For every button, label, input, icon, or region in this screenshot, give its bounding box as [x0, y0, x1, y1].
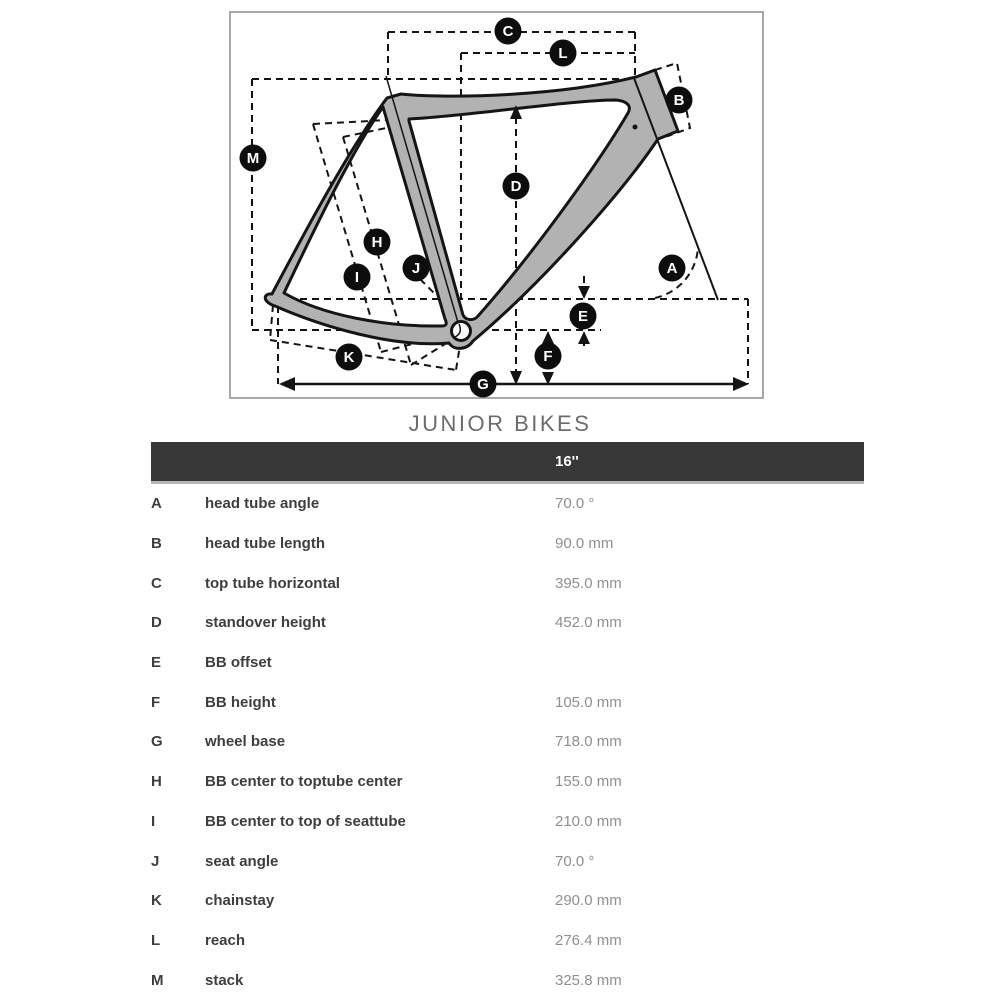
row-value: 718.0 mm [555, 733, 622, 751]
row-letter: B [151, 535, 162, 553]
row-name: reach [205, 931, 246, 949]
row-value: 105.0 mm [555, 693, 622, 711]
label-F [535, 343, 562, 370]
row-letter: C [151, 574, 162, 592]
table-row [151, 682, 864, 722]
row-letter: L [151, 931, 161, 949]
row-name: seat angle [205, 852, 279, 870]
row-value: 290.0 mm [555, 892, 622, 910]
label-L [550, 40, 577, 67]
label-I [344, 264, 371, 291]
table-header-size: 16'' [555, 442, 864, 483]
row-name: head tube length [205, 535, 325, 553]
row-name: top tube horizontal [205, 574, 340, 592]
row-letter: I [151, 812, 156, 830]
row-name: BB center to top of seattube [205, 812, 406, 830]
svg-text:M: M [246, 150, 260, 167]
table-header-empty [151, 442, 555, 483]
row-value: 70.0 ° [555, 852, 595, 870]
label-A [659, 255, 686, 282]
row-name: BB center to toptube center [205, 773, 403, 791]
table-row [151, 524, 864, 564]
row-value: 325.8 mm [555, 971, 622, 989]
label-B [666, 87, 693, 114]
row-name: stack [205, 971, 244, 989]
svg-text:C: C [502, 23, 514, 40]
table-header-row [151, 442, 864, 483]
row-name: BB offset [205, 654, 272, 672]
row-letter: J [151, 852, 160, 870]
row-letter: H [151, 773, 162, 791]
row-letter: F [151, 693, 161, 711]
table-row [151, 921, 864, 961]
svg-text:E: E [577, 308, 589, 325]
table-row [151, 722, 864, 762]
row-letter: K [151, 892, 162, 910]
row-name: wheel base [205, 733, 286, 751]
table-row [151, 841, 864, 881]
label-C [495, 18, 522, 45]
table-row [151, 603, 864, 643]
row-letter: G [151, 733, 163, 751]
svg-text:H: H [371, 234, 383, 251]
row-value: 70.0 ° [555, 495, 595, 513]
svg-text:F: F [543, 348, 553, 365]
row-name: standover height [205, 614, 326, 632]
row-value [555, 643, 864, 683]
row-letter: D [151, 614, 162, 632]
label-K [336, 344, 363, 371]
row-value: 210.0 mm [555, 812, 622, 830]
table-row [151, 802, 864, 842]
page-title: JUNIOR BIKES [408, 411, 592, 436]
row-value: 90.0 mm [555, 535, 614, 553]
row-value: 452.0 mm [555, 614, 622, 632]
table-row [151, 563, 864, 603]
row-letter: M [151, 971, 164, 989]
row-letter: E [151, 654, 162, 672]
svg-text:G: G [477, 376, 489, 393]
row-value: 276.4 mm [555, 931, 622, 949]
head-tube-dot [633, 125, 638, 130]
geometry-table [151, 442, 864, 1000]
label-M [240, 145, 267, 172]
row-value: 395.0 mm [555, 574, 622, 592]
label-D [503, 173, 530, 200]
label-J [403, 255, 430, 282]
table-row [151, 881, 864, 921]
svg-text:D: D [510, 178, 522, 195]
label-E [570, 303, 597, 330]
svg-text:J: J [411, 260, 421, 277]
table-row [151, 643, 864, 683]
table-row [151, 483, 864, 524]
row-name: chainstay [205, 892, 275, 910]
svg-text:I: I [354, 269, 360, 286]
svg-text:L: L [558, 45, 568, 62]
row-name: BB height [205, 693, 276, 711]
row-value: 155.0 mm [555, 773, 622, 791]
label-G [470, 371, 497, 398]
svg-text:K: K [343, 349, 355, 366]
svg-text:A: A [666, 260, 678, 277]
geometry-diagram [0, 0, 1000, 412]
svg-text:B: B [673, 92, 685, 109]
row-name: head tube angle [205, 495, 320, 513]
geometry-table-body [151, 483, 864, 1000]
bottom-bracket-circle [452, 322, 471, 341]
table-row [151, 762, 864, 802]
row-letter: A [151, 495, 162, 513]
table-row [151, 960, 864, 1000]
label-H [364, 229, 391, 256]
